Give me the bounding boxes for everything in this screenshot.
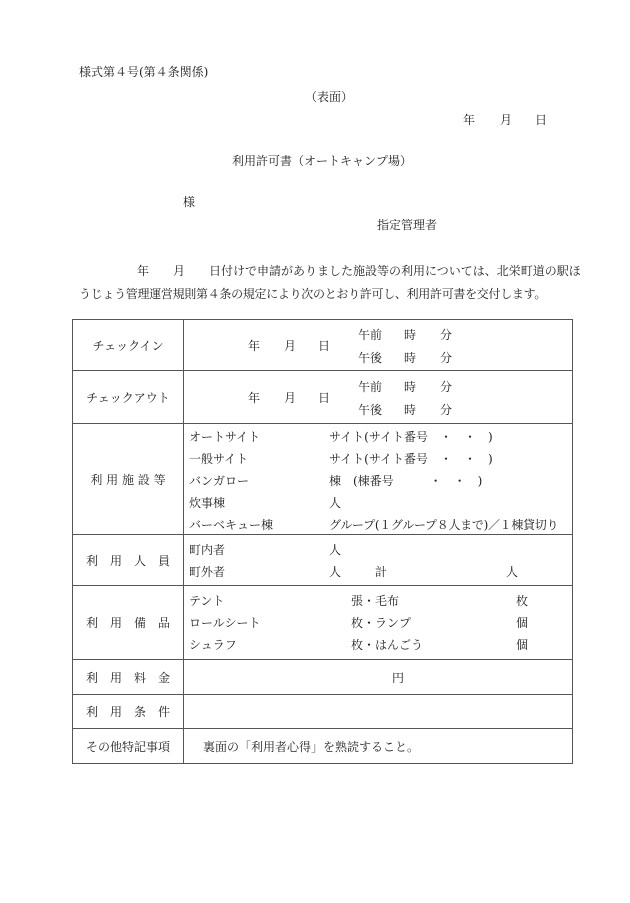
checkout-pm-minute: 分 [440, 403, 453, 417]
persons-out-town-unit: 人 [329, 565, 342, 579]
date-month: 月 [500, 113, 513, 127]
notes-value [184, 729, 573, 764]
row-checkout [73, 371, 573, 424]
facility-unit: 棟 (棟番号 ・ ・ ) [329, 474, 483, 488]
persons-label: 利 用 人 員 [73, 535, 184, 586]
checkout-month: 月 [284, 391, 297, 405]
equipment-unit2: 個 [516, 616, 529, 630]
persons-in-town: 町内者 [189, 543, 226, 557]
checkout-am: 午前 [358, 380, 383, 394]
permit-table [72, 319, 573, 764]
fee-currency: 円 [392, 671, 405, 685]
checkin-label: チェックイン [73, 320, 184, 371]
equipment-unit: 枚・ランプ [351, 616, 412, 630]
equipment-unit: 枚・はんごう [351, 638, 424, 652]
equipment-name: シュラフ [189, 638, 237, 652]
equipment-name: ロールシート [189, 616, 261, 630]
persons-in-town-unit: 人 [329, 543, 342, 557]
facility-unit: サイト(サイト番号 ・ ・ ) [329, 430, 493, 444]
side-label: （表面） [305, 90, 354, 104]
facilities-label: 利 用 施 設 等 [73, 424, 184, 535]
conditions-value [184, 695, 573, 729]
date-year: 年 [463, 113, 476, 127]
row-facilities [73, 424, 573, 535]
facility-name: 炊事棟 [189, 496, 226, 510]
facility-unit: グループ(１グループ８人まで)／１棟貸切り [329, 518, 559, 532]
checkout-pm-hour: 時 [404, 403, 417, 417]
equipment-unit2: 個 [516, 638, 529, 652]
checkout-pm: 午後 [358, 403, 383, 417]
facility-name: バーベキュー棟 [189, 518, 274, 532]
notes-text: 裏面の「利用者心得」を熟読すること。 [203, 740, 420, 754]
checkout-day: 日 [318, 391, 331, 405]
facilities-value [184, 424, 573, 535]
form-number: 様式第４号(第４条関係) [79, 65, 209, 79]
equipment-unit: 張・毛布 [351, 594, 400, 608]
equipment-value [184, 586, 573, 660]
document-title: 利用許可書（オートキャンプ場） [232, 154, 413, 168]
checkout-am-hour: 時 [404, 380, 417, 394]
checkout-year: 年 [248, 391, 261, 405]
facility-name: バンガロー [189, 474, 250, 488]
body-line2: うじょう管理運営規則第４条の規定により次のとおり許可し、利用許可書を交付します。 [79, 287, 547, 301]
checkin-am-minute: 分 [440, 328, 453, 342]
body-line1: 日付けで申請がありました施設等の利用については、北栄町道の駅ほ [209, 264, 581, 278]
notes-label: その他特記事項 [73, 729, 184, 764]
persons-total-label: 計 [375, 565, 388, 579]
body-year: 年 [137, 264, 150, 278]
fee-value [184, 660, 573, 695]
date-day: 日 [535, 113, 548, 127]
persons-value [184, 535, 573, 586]
persons-out-town: 町外者 [189, 565, 226, 579]
checkin-am: 午前 [358, 328, 383, 342]
checkout-value [184, 371, 573, 424]
checkout-am-minute: 分 [440, 380, 453, 394]
checkin-pm: 午後 [358, 351, 383, 365]
facility-name: オートサイト [189, 430, 261, 444]
conditions-label: 利 用 条 件 [73, 695, 184, 729]
facility-name: 一般サイト [189, 452, 249, 466]
row-fee [73, 660, 573, 695]
issuer-label: 指定管理者 [377, 218, 438, 232]
fee-label: 利 用 料 金 [73, 660, 184, 695]
facility-unit: 人 [329, 496, 342, 510]
persons-total-unit: 人 [506, 565, 519, 579]
facility-unit: サイト(サイト番号 ・ ・ ) [329, 452, 493, 466]
row-conditions [73, 695, 573, 729]
checkin-day: 日 [318, 339, 331, 353]
checkin-am-hour: 時 [404, 328, 417, 342]
checkin-month: 月 [284, 339, 297, 353]
row-persons [73, 535, 573, 586]
body-month: 月 [173, 264, 186, 278]
checkin-pm-hour: 時 [404, 351, 417, 365]
equipment-unit2: 枚 [516, 594, 529, 608]
row-notes [73, 729, 573, 764]
checkin-pm-minute: 分 [440, 351, 453, 365]
checkin-year: 年 [248, 339, 261, 353]
row-equipment [73, 586, 573, 660]
equipment-label: 利 用 備 品 [73, 586, 184, 660]
checkin-value [184, 320, 573, 371]
addressee-suffix: 様 [183, 195, 196, 209]
equipment-name: テント [189, 594, 225, 608]
checkout-label: チェックアウト [73, 371, 184, 424]
row-checkin [73, 320, 573, 371]
